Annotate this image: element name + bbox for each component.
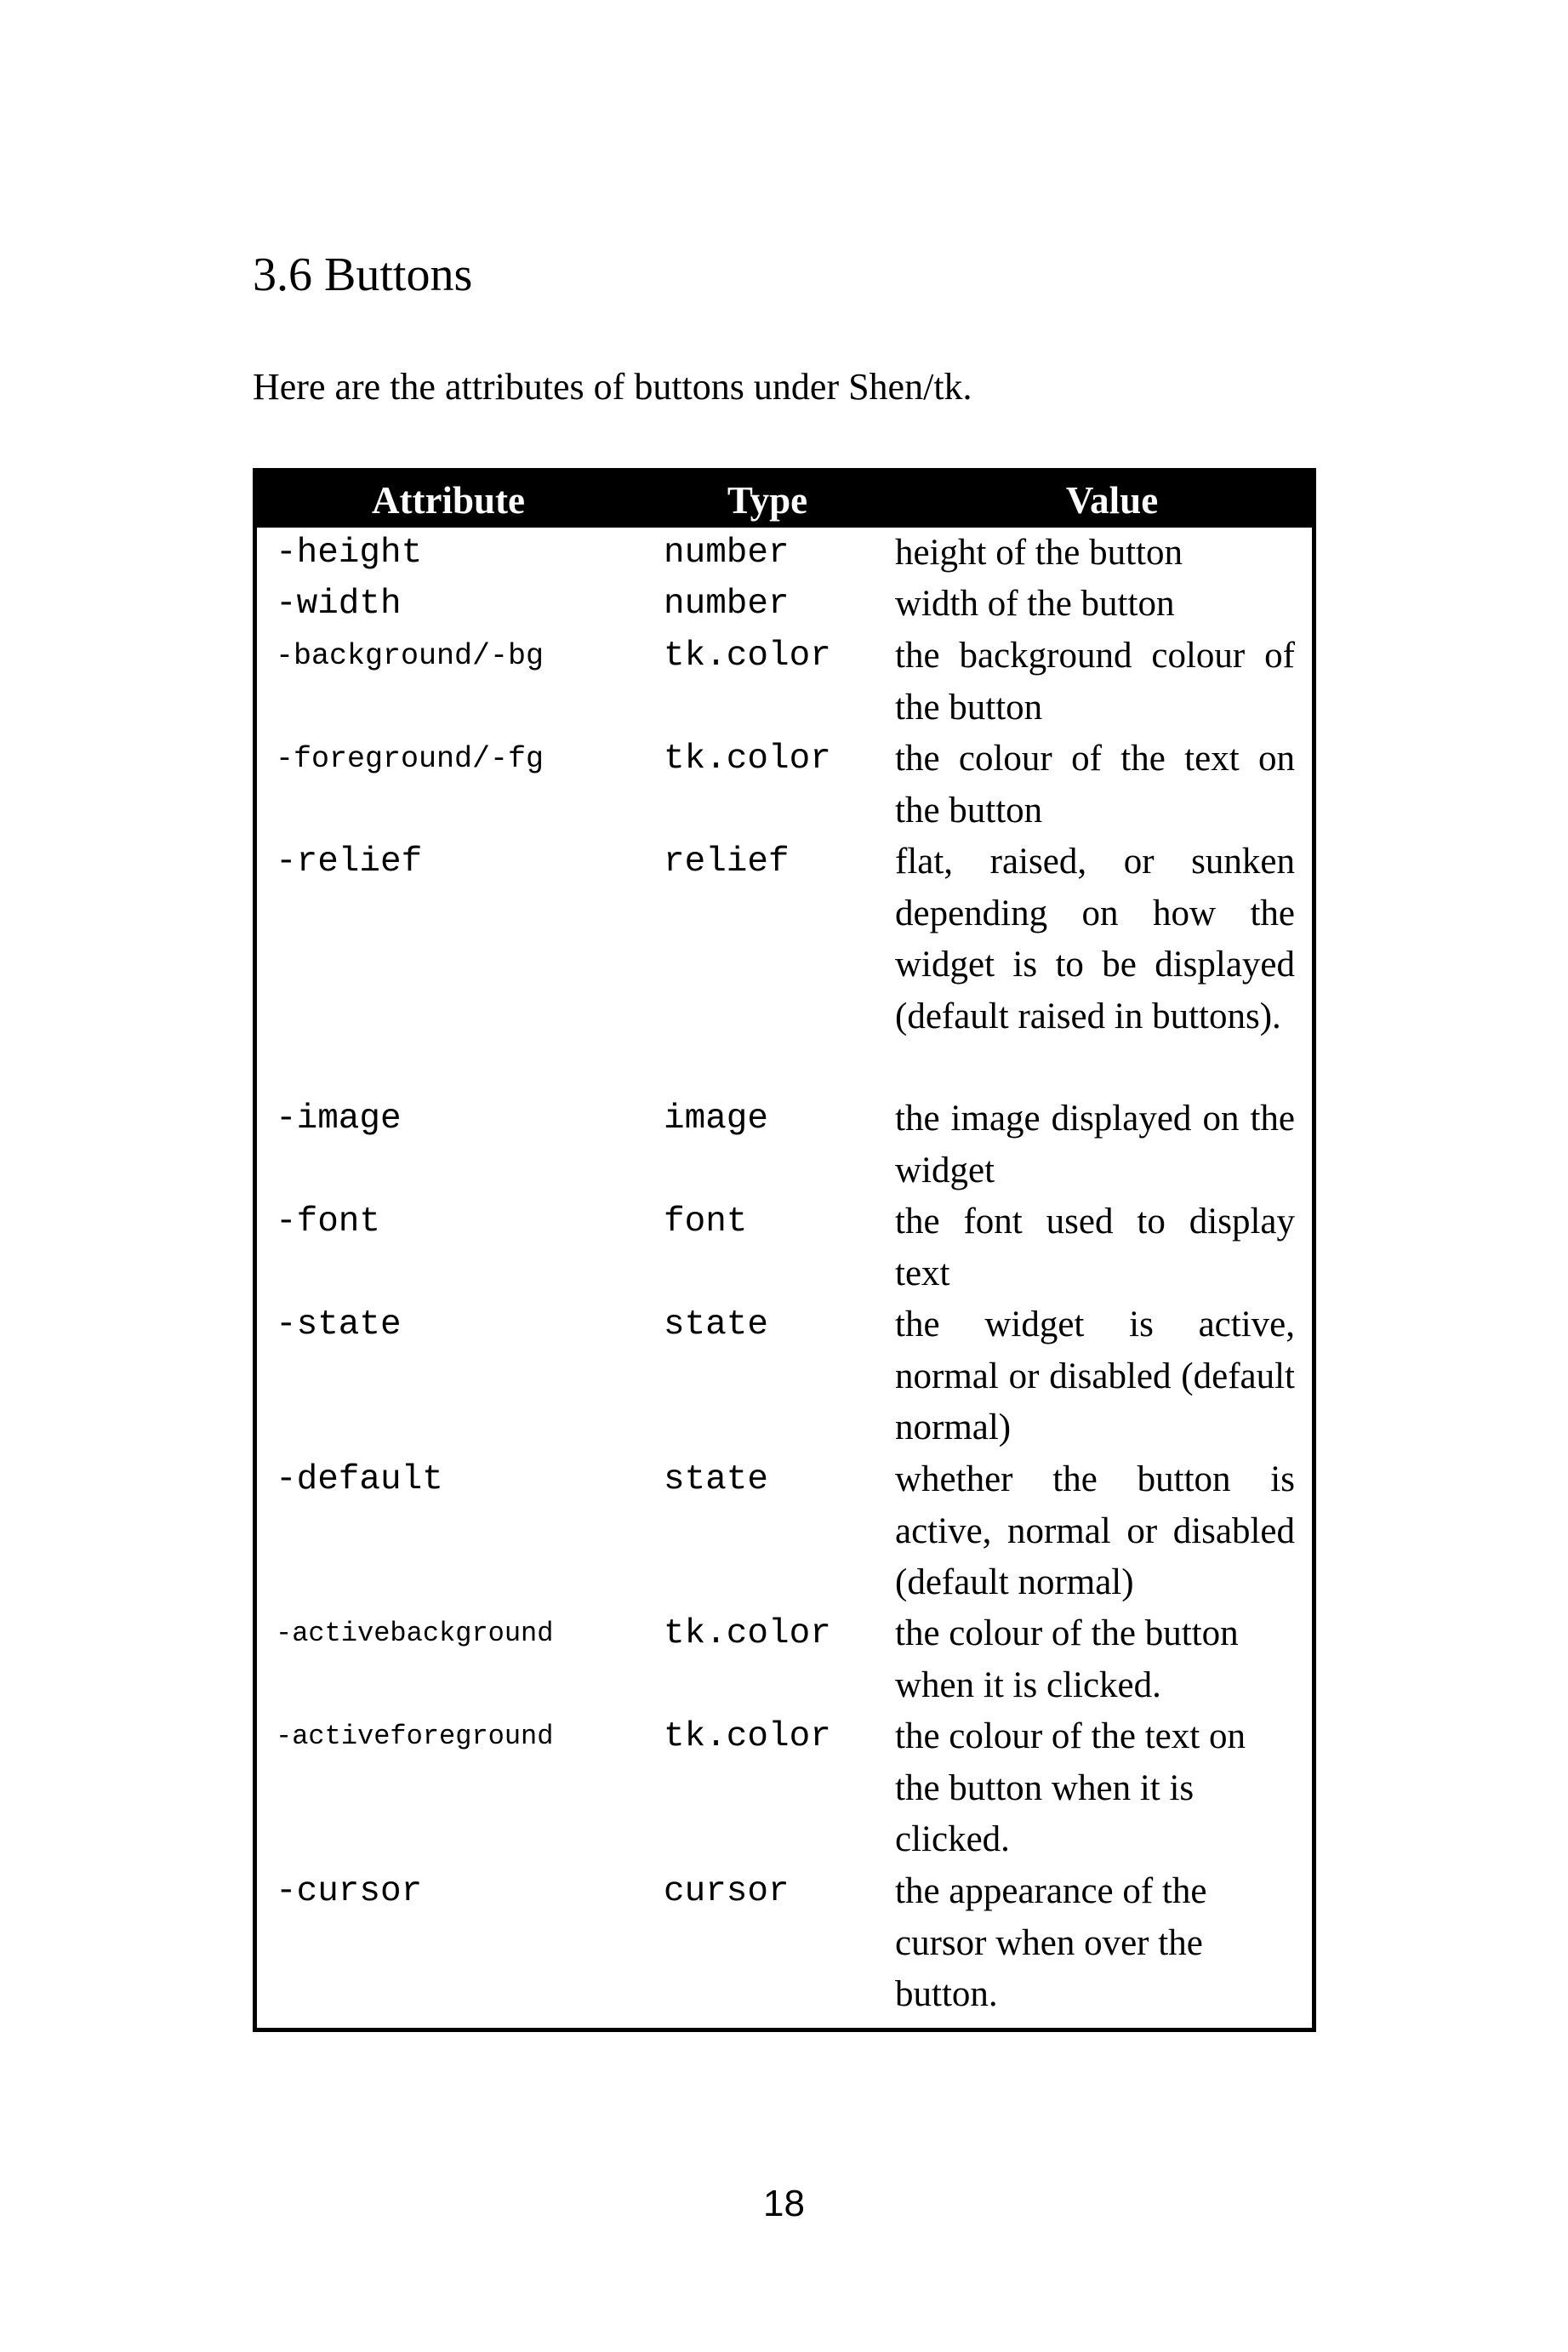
page-title: 3.6 Buttons <box>253 248 473 301</box>
type-cell: state <box>664 1305 769 1344</box>
attribute-cell: -background/-bg <box>276 639 545 673</box>
attribute-cell: -activeforeground <box>276 1721 554 1752</box>
type-cell: font <box>664 1202 748 1242</box>
type-cell: tk.color <box>664 1717 831 1756</box>
type-cell: tk.color <box>664 1614 831 1653</box>
header-attribute: Attribute <box>372 479 525 522</box>
type-cell: relief <box>664 842 790 882</box>
attribute-cell: -relief <box>276 842 423 882</box>
type-cell: image <box>664 1099 769 1139</box>
type-cell: tk.color <box>664 637 831 676</box>
value-cell: flat, raised, or sunken depending on how the widget is to be displayed (default raised in buttons). <box>895 842 1295 1036</box>
attribute-cell: -cursor <box>276 1872 423 1911</box>
value-cell: the colour of the text on the button <box>895 739 1295 831</box>
value-cell: the image displayed on the widget <box>895 1099 1295 1190</box>
value-cell: the colour of the button when it is clicked. <box>895 1613 1239 1705</box>
attribute-cell: -width <box>276 585 402 624</box>
table-header-row <box>257 472 1312 528</box>
type-cell: tk.color <box>664 739 831 779</box>
type-cell: cursor <box>664 1872 790 1911</box>
attribute-cell: -height <box>276 534 423 573</box>
type-cell: number <box>664 585 790 624</box>
intro-paragraph: Here are the attributes of buttons under Shen/tk. <box>253 366 972 408</box>
value-cell: the appearance of the cursor when over the button. <box>895 1871 1207 2014</box>
value-cell: height of the button <box>895 533 1183 573</box>
value-cell: the widget is active, normal or disabled (default normal) <box>895 1304 1295 1447</box>
attribute-cell: -foreground/-fg <box>276 742 545 776</box>
value-cell: the font used to display text <box>895 1202 1295 1293</box>
attribute-cell: -default <box>276 1460 443 1499</box>
attribute-cell: -font <box>276 1202 381 1242</box>
value-cell: the colour of the text on the button when it is clicked. <box>895 1716 1246 1859</box>
attribute-cell: -state <box>276 1305 402 1344</box>
attribute-cell: -activebackground <box>276 1618 554 1649</box>
value-cell: whether the button is active, normal or disabled (default normal) <box>895 1459 1295 1602</box>
attributes-table <box>253 468 1316 2032</box>
page-number: 18 <box>763 2183 805 2224</box>
attribute-cell: -image <box>276 1099 402 1139</box>
type-cell: state <box>664 1460 769 1499</box>
value-cell: the background colour of the button <box>895 636 1295 728</box>
header-value: Value <box>1065 479 1159 522</box>
value-cell: width of the button <box>895 584 1175 624</box>
header-type: Type <box>727 479 808 522</box>
type-cell: number <box>664 534 790 573</box>
